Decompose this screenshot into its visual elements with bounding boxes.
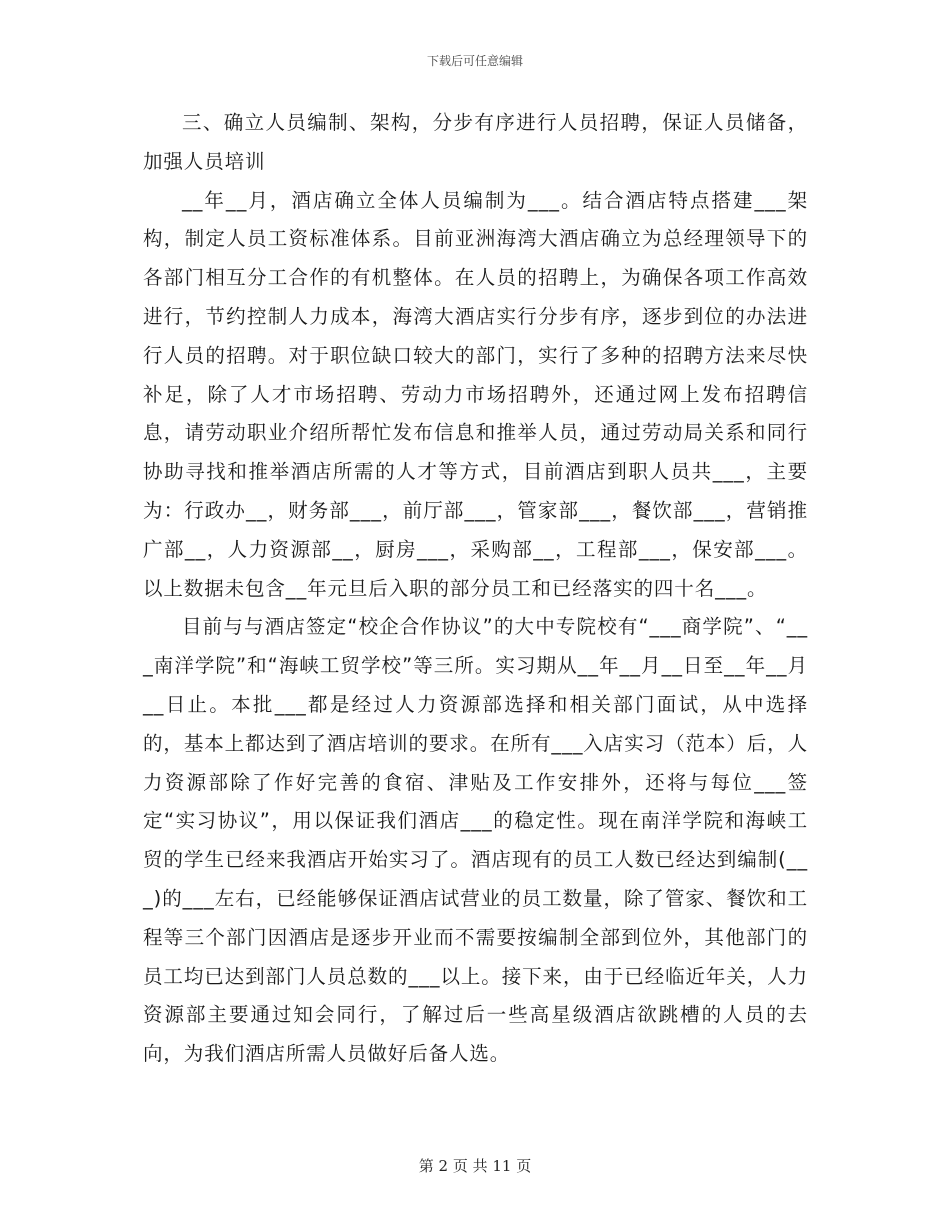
page-number: 第 2 页 共 11 页 [418, 1157, 532, 1175]
paragraph-school-cooperation: 目前与与酒店签定“校企合作协议”的大中专院校有“___商学院”、“___南洋学院”和“海峡工贸学校”等三所。实习期从__年__月__日至__年__月__日止。本批___都是经过人力资源部选择和相关部门面试，从中选择的，基本上都达到了酒店培训的要求。在所有___入店实习（范本）后，人力资源部除了作好完善的食宿、津贴及工作安排外，还将与每位___签定“实习协议”，用以保证我们酒店___的稳定性。现在南洋学院和海峡工贸的学生已经来我酒店开始实习了。酒店现有的员工人数已经达到编制(___)的___左右，已经能够保证酒店试营业的员工数量，除了管家、餐饮和工程等三个部门因酒店是逐步开业而不需要按编制全部到位外，其他部门的员工均已达到部门人员总数的___以上。接下来，由于已经临近年关，人力资源部主要通过知会同行，了解过后一些高星级酒店欲跳槽的人员的去向，为我们酒店所需人员做好后备人选。 [143, 615, 808, 1066]
page-header: 下载后可任意编辑 [426, 54, 523, 68]
document-body [143, 104, 808, 1074]
paragraph-staffing: __年__月，酒店确立全体人员编制为___。结合酒店特点搭建___架构，制定人员工资标准体系。目前亚洲海湾大酒店确立为总经理领导下的各部门相互分工合作的有机整体。在人员的招聘上，为确保各项工作高效进行，节约控制人力成本，海湾大酒店实行分步有序，逐步到位的办法进行人员的招聘。对于职位缺口较大的部门，实行了多种的招聘方法来尽快补足，除了人才市场招聘、劳动力市场招聘外，还通过网上发布招聘信息，请劳动职业介绍所帮忙发布信息和推举人员，通过劳动局关系和同行协助寻找和推举酒店所需的人才等方式，目前酒店到职人员共___，主要为：行政办__，财务部___，前厅部___，管家部___，餐饮部___，营销推广部__，人力资源部__，厨房___，采购部__，工程部___，保安部___。以上数据未包含__年元旦后入职的部分员工和已经落实的四十名___。 [143, 188, 808, 600]
section-heading: 三、确立人员编制、架构，分步有序进行人员招聘，保证人员储备，加强人员培训 [143, 111, 808, 173]
